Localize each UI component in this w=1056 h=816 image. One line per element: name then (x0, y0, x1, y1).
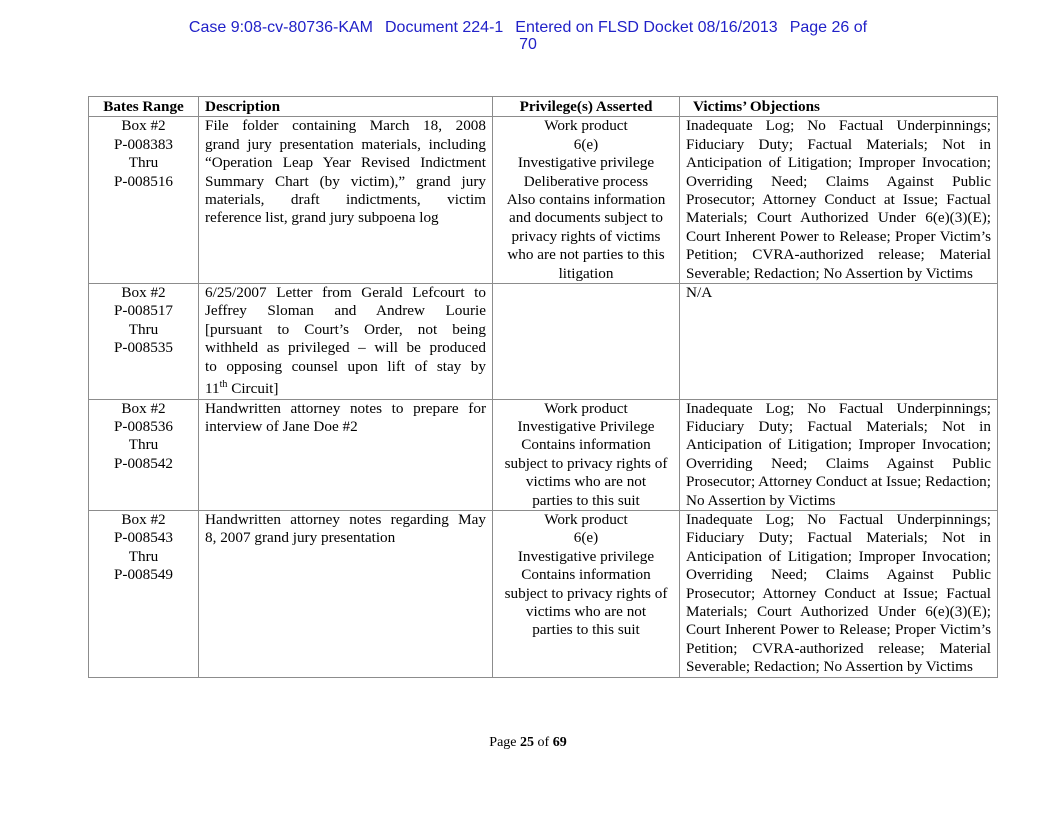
privilege-log-table (88, 96, 998, 678)
bates-line: P-008517 (113, 302, 174, 320)
privilege-item: Investigative Privilege (517, 417, 655, 435)
footer-page-word: Page (489, 735, 517, 750)
description-line: Handwritten attorney notes regarding May (205, 511, 486, 528)
description-line: File folder containing March 18, 2008 (205, 117, 486, 135)
privilege-item: Also contains information (506, 191, 666, 209)
bates-range-cell (89, 284, 199, 400)
objections-cell: N/A (680, 284, 998, 400)
privilege-item: and documents subject to (509, 209, 663, 227)
bates-line: P-008383 (113, 135, 174, 153)
docket-header (0, 19, 1056, 53)
description-cell (199, 117, 493, 284)
description-line: 8, 2007 grand jury presentation (205, 529, 396, 547)
bates-range-cell (89, 399, 199, 510)
description-line: grand jury presentation materials, including (205, 135, 486, 153)
description-line: materials, draft indictments, victim (205, 191, 486, 209)
privilege-item: Deliberative process (523, 172, 649, 190)
case-number: Case 9:08-cv-80736-KAM (188, 19, 373, 36)
bates-line: P-008543 (113, 529, 174, 547)
privilege-item: privacy rights of victims (511, 227, 661, 245)
description-line: 6/25/2007 Letter from Gerald Lefcourt to (205, 284, 486, 302)
description-tail: Circuit] (227, 380, 279, 398)
privileges-cell (493, 511, 680, 678)
privileges-cell (493, 284, 680, 400)
bates-line: P-008549 (113, 566, 174, 584)
column-header-description: Description (199, 97, 493, 117)
objections-cell: Inadequate Log; No Factual Underpinnings; Fiduciary Duty; Factual Materials; Not in Anticipation of Litigation; Improper Invocation; Overriding Need; Claims Against Public Prosecutor; Attorney Conduct at Issue; Factual Materials; Court Authorized Under 6(e)(3)(E); Court Inherent Power to Release; Proper Victim’s Petition; CVRA-authorized release; Material Severable; Redaction; No Assertion by Victims (680, 117, 998, 284)
privilege-item: parties to this suit (532, 621, 640, 639)
privilege-item: parties to this suit (532, 491, 640, 509)
privilege-item: 6(e) (573, 135, 599, 153)
bates-line: P-008535 (113, 339, 174, 357)
bates-line: Thru (128, 436, 159, 454)
bates-line: Box #2 (121, 511, 166, 528)
table-row (89, 284, 998, 400)
privilege-item: Work product (544, 399, 628, 417)
privilege-item: Work product (544, 511, 628, 528)
description-line: Jeffrey Sloman and Andrew Lourie (205, 302, 486, 320)
circuit-ordinal: 11 (205, 380, 220, 398)
privilege-item: who are not parties to this (507, 246, 665, 264)
privilege-item: victims who are not (525, 473, 647, 491)
description-cell (199, 284, 493, 400)
description-line: [pursuant to Court’s Order, not being (205, 320, 486, 338)
bates-range-cell (89, 511, 199, 678)
document-number: Document 224-1 (385, 19, 504, 36)
bates-line: Box #2 (121, 284, 166, 302)
bates-line: Box #2 (121, 117, 166, 135)
privilege-item: Investigative privilege (517, 154, 655, 172)
description-line (205, 376, 486, 398)
table-row (89, 117, 998, 284)
privilege-item: 6(e) (573, 529, 599, 547)
column-header-objections: Victims’ Objections (680, 97, 998, 117)
description-line: interview of Jane Doe #2 (205, 417, 358, 435)
privilege-item: subject to privacy rights of (504, 584, 668, 602)
column-header-bates: Bates Range (89, 97, 199, 117)
bates-line: Thru (128, 547, 159, 565)
description-line: Handwritten attorney notes to prepare for (205, 399, 486, 417)
ordinal-suffix: th (219, 379, 228, 391)
bates-line: Thru (128, 320, 159, 338)
footer-page-number: 25 (520, 735, 535, 750)
table-row (89, 399, 998, 510)
privilege-item: subject to privacy rights of (504, 454, 668, 472)
footer-page-total: 69 (552, 735, 567, 750)
bates-line: P-008542 (113, 454, 174, 472)
entered-date: Entered on FLSD Docket 08/16/2013 (515, 19, 778, 36)
privilege-item: litigation (558, 264, 614, 282)
privilege-item: Investigative privilege (517, 547, 655, 565)
bates-range-cell (89, 117, 199, 284)
footer-of-word: of (537, 735, 550, 750)
bates-line: P-008536 (113, 417, 174, 435)
privilege-item: Contains information (521, 436, 651, 454)
column-header-privileges: Privilege(s) Asserted (493, 97, 680, 117)
objections-cell: Inadequate Log; No Factual Underpinnings; Fiduciary Duty; Factual Materials; Not in Anticipation of Litigation; Improper Invocation; Overriding Need; Claims Against Public Prosecutor; Attorney Conduct at Issue; Redaction; No Assertion by Victims (680, 399, 998, 510)
description-line: “Operation Leap Year Revised Indictment (205, 154, 486, 172)
privilege-item: Work product (544, 117, 628, 135)
bates-line: Box #2 (121, 399, 166, 417)
bates-line: Thru (128, 154, 159, 172)
table-row (89, 511, 998, 678)
table-header-row (89, 97, 998, 117)
description-line: Summary Chart (by victim),” grand jury (205, 172, 486, 190)
docket-page-label: Page 26 of (789, 19, 868, 36)
privilege-item: Contains information (521, 566, 651, 584)
objections-cell: Inadequate Log; No Factual Underpinnings; Fiduciary Duty; Factual Materials; Not in Anticipation of Litigation; Improper Invocation; Overriding Need; Claims Against Public Prosecutor; Attorney Conduct at Issue; Factual Materials; Court Authorized Under 6(e)(3)(E); Court Inherent Power to Release; Proper Victim’s Petition; CVRA-authorized release; Material Severable; Redaction; No Assertion by Victims (680, 511, 998, 678)
description-line: withheld as privileged – will be produced (205, 339, 486, 357)
description-cell (199, 511, 493, 678)
page-footer (0, 735, 1056, 751)
description-line: to opposing counsel upon lift of stay by (205, 357, 486, 375)
description-line: reference list, grand jury subpoena log (205, 209, 439, 227)
privilege-item: victims who are not (525, 603, 647, 621)
description-cell (199, 399, 493, 510)
bates-line: P-008516 (113, 172, 174, 190)
privileges-cell (493, 399, 680, 510)
privileges-cell (493, 117, 680, 284)
docket-page-total: 70 (519, 36, 537, 53)
